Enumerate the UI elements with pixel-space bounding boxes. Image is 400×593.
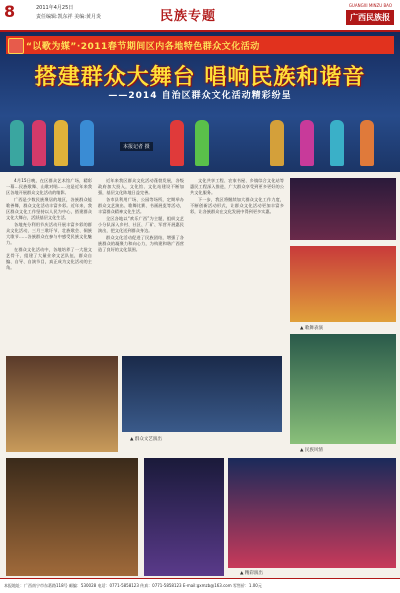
event-logo-icon: [8, 38, 24, 54]
article-column-3: [190, 178, 284, 353]
photo-dance-stage: [290, 246, 396, 322]
paragraph: 群众文化活动促进了民族团结，增强了各族群众的凝聚力和向心力，为构建和谐广西营造了良好的文化氛围。: [98, 235, 184, 252]
issue-date: 2011年4月25日: [36, 5, 74, 11]
performer: [330, 120, 344, 166]
page-footer: [0, 578, 400, 593]
page-header: [0, 0, 400, 32]
photo-night-performance: [290, 178, 396, 240]
article-column-1: [6, 178, 92, 353]
performer: [54, 120, 68, 166]
brand-english: GUANGXI MINZU BAO: [348, 3, 392, 8]
footer-info: 本报地址：广西南宁市东葛路118号 邮编：530028 电话：0771-5858123 传真：0771-5858123 E-mail:gxmzb@163.com 零售价：1.00元: [4, 583, 262, 588]
paragraph: 各市县利用广场、公园等场所，定期举办群众文艺演出、歌舞比赛、书画展览等活动，丰富群众精神文化生活。: [98, 197, 184, 214]
photo-caption: ▲ 精彩演出: [240, 571, 263, 576]
photo-drummers: [6, 356, 118, 452]
photo-singer: [144, 458, 224, 576]
paragraph: 全区各地以“欢乐广西”为主题，组织文艺小分队深入乡村、社区、厂矿、军营开展惠民演出，把文化送到群众身边。: [98, 216, 184, 233]
paragraph: 广西是少数民族聚居的地区，各族群众能歌善舞，群众文化活动丰富多彩。近年来，我区群众文化工作坚持以人民为中心，搭建群众文化大舞台，活跃基层文化生活。: [6, 197, 92, 220]
editor-credit: 责任编辑:凯东祥 美编:黄月炎: [36, 14, 101, 20]
paragraph: 各地充分利用节庆活动开展丰富多彩的群众文化活动，三月三歌圩节、壮族歌会、侗族大歌节……各族群众在参与中感受民族文化魅力。: [6, 222, 92, 245]
performer: [195, 120, 209, 166]
performer: [170, 120, 184, 166]
paragraph: 在群众文化活动中，各地培养了一大批文艺骨干，组建了大量业余文艺队伍，群众自编、自导、自演节目，真正成为文化活动的主角。: [6, 247, 92, 270]
event-banner-text: “以歌为媒”·2011春节期间区内各地特色群众文化活动: [26, 42, 260, 52]
photo-ethnic-couple: [290, 334, 396, 444]
photo-stage-show: [122, 356, 282, 432]
paragraph: 文化共享工程、农家书屋、乡镇综合文化站等惠民工程深入推进，广大群众享受到更多更好的公共文化服务。: [190, 178, 284, 195]
photo-crowd: [6, 458, 138, 576]
performer: [32, 120, 46, 166]
photo-caption: ▲ 民族风情: [300, 448, 323, 453]
section-title: 民族专题: [160, 9, 217, 24]
page-number: 8: [4, 2, 16, 21]
performer: [300, 120, 314, 166]
article-column-2: [98, 178, 184, 353]
headline: 搭建群众大舞台 唱响民族和谐音: [34, 65, 366, 90]
performer: [270, 120, 284, 166]
hero-caption: 本报记者 摄: [120, 142, 153, 151]
photo-finale: [228, 458, 396, 568]
paragraph: 下一步，我区将继续加大群众文化工作力度，不断创新活动形式，让群众文化活动更加丰富多彩，让各族群众在文化发展中得到更多实惠。: [190, 197, 284, 214]
stage-performers: [10, 110, 390, 166]
subheadline: ——2014 自治区群众文化活动精彩纷呈: [108, 91, 292, 101]
paragraph: 4月15日晚，在区群众艺术馆广场，精彩一幕…民族歌舞、山歌对唱……这是近年来我区各地开展群众文化活动的缩影。: [6, 178, 92, 195]
paragraph: 近年来我区群众文化活动蓬勃发展，各级政府加大投入，文化馆、文化站建设不断加强，基层文化阵地日益完善。: [98, 178, 184, 195]
performer: [10, 120, 24, 166]
performer: [80, 120, 94, 166]
performer: [360, 120, 374, 166]
brand-logo: 广西民族报: [346, 10, 394, 25]
photo-caption: ▲ 歌舞表演: [300, 326, 323, 331]
photo-caption: ▲ 群众文艺演出: [130, 437, 162, 442]
hero-image: [0, 32, 400, 172]
